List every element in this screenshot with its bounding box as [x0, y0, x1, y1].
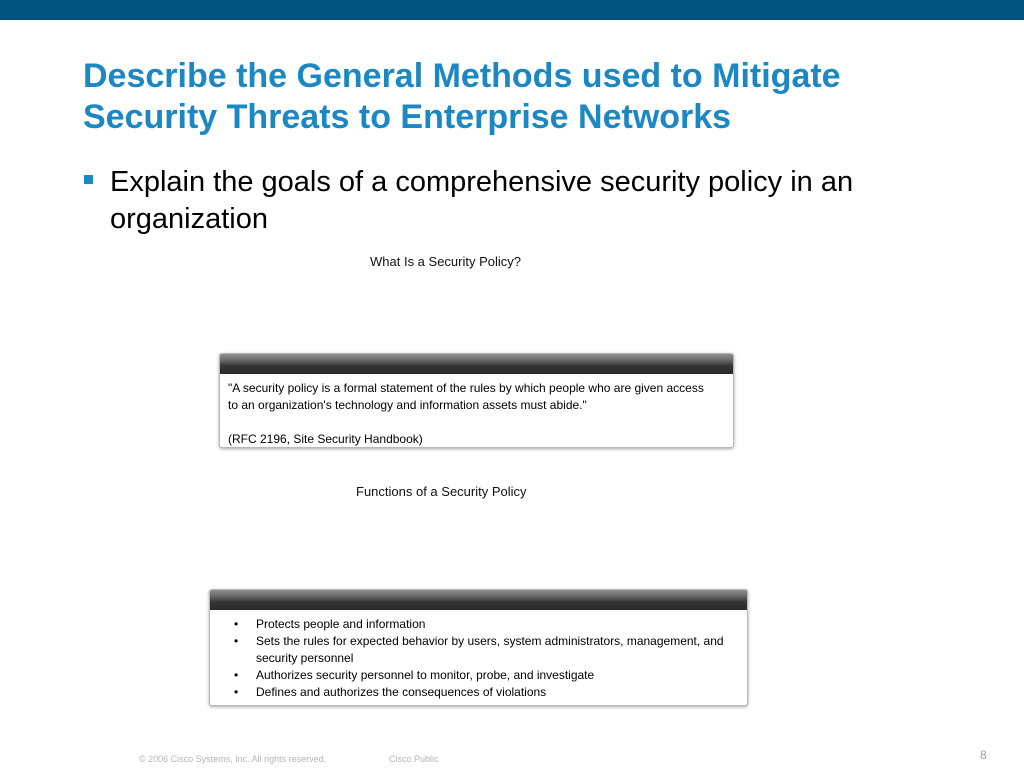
slide-title [83, 56, 1003, 138]
list-item [234, 684, 737, 701]
figure-1-caption: What Is a Security Policy? [370, 254, 521, 269]
bullet-dot-icon: • [234, 685, 239, 699]
quote-source: (RFC 2196, Site Security Handbook) [228, 432, 423, 446]
slide-title-line-2: Security Threats to Enterprise Networks [83, 98, 732, 136]
security-policy-functions-panel [209, 589, 748, 706]
quote-line-2: to an organization's technology and information assets must abide." [228, 398, 587, 412]
bullet-dot-icon: • [234, 668, 239, 682]
list-item-text: Defines and authorizes the consequences of violations [256, 685, 547, 699]
list-item [234, 667, 737, 684]
page-number: 8 [980, 748, 987, 762]
security-policy-definition-panel [219, 353, 734, 448]
top-band [0, 0, 1024, 20]
list-item [234, 616, 737, 633]
main-bullet-text: Explain the goals of a comprehensive security policy in an organization [110, 166, 854, 235]
list-item-text: Authorizes security personnel to monitor, probe, and investigate [256, 668, 595, 682]
footer-classification: Cisco Public [389, 754, 439, 764]
main-bullet [84, 164, 964, 238]
figure-2-caption: Functions of a Security Policy [356, 484, 527, 499]
list-item-text: Sets the rules for expected behavior by users, system administrators, management, and security personnel [256, 634, 724, 665]
slide-title-line-1: Describe the General Methods used to Mitigate [83, 57, 841, 95]
list-item [234, 633, 737, 667]
panel-header-bar [220, 354, 733, 374]
bullet-dot-icon: • [234, 617, 239, 631]
list-item-text: Protects people and information [256, 617, 426, 631]
functions-list [210, 610, 747, 701]
footer-copyright: © 2006 Cisco Systems, Inc. All rights reserved. [139, 754, 327, 764]
panel-body [220, 374, 733, 448]
square-bullet-icon [84, 175, 98, 189]
panel-header-bar [210, 590, 747, 610]
bullet-dot-icon: • [234, 634, 239, 648]
quote-line-1: "A security policy is a formal statement of the rules by which people who are given access [228, 381, 704, 395]
